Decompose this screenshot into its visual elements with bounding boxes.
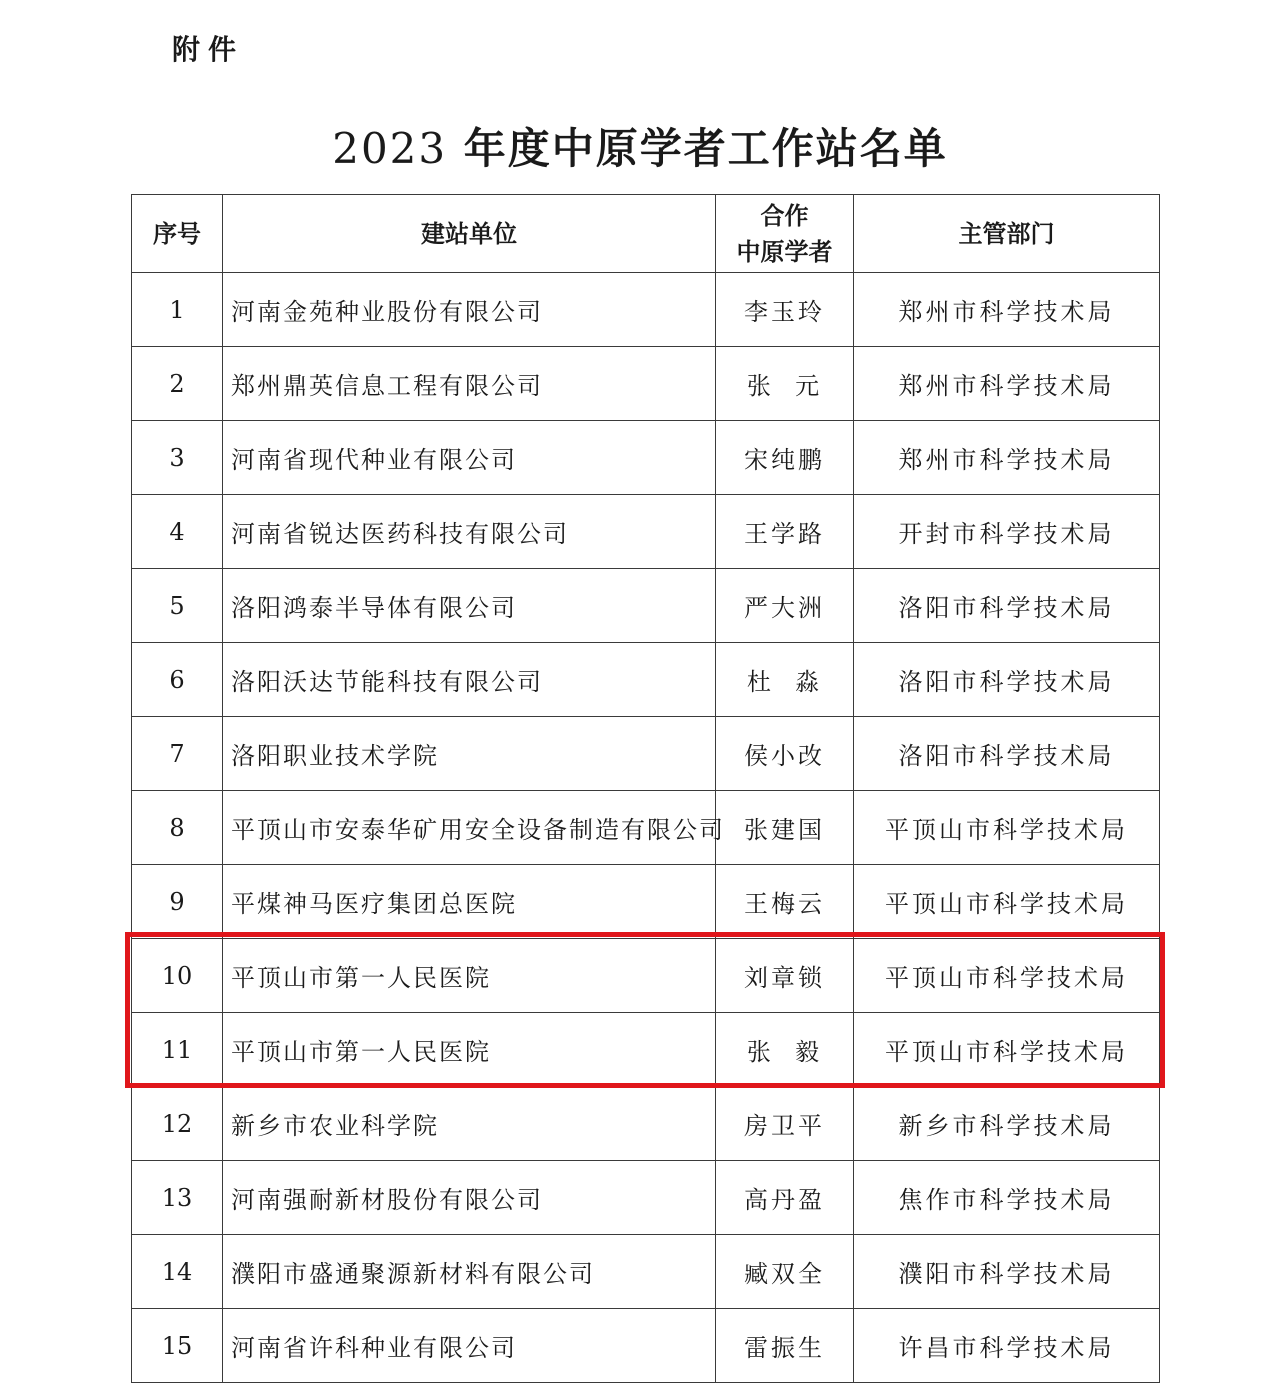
table-row: [132, 939, 1160, 1013]
row-seq: 2: [132, 347, 223, 421]
row-unit: 平顶山市第一人民医院: [223, 1013, 716, 1087]
row-seq: 9: [132, 865, 223, 939]
table-row: [132, 421, 1160, 495]
row-seq: 15: [132, 1309, 223, 1383]
row-unit: 郑州鼎英信息工程有限公司: [223, 347, 716, 421]
row-dept: 平顶山市科学技术局: [854, 865, 1160, 939]
station-table: [131, 194, 1160, 1383]
page-title: [0, 116, 1280, 176]
row-seq: 3: [132, 421, 223, 495]
row-dept: 洛阳市科学技术局: [854, 643, 1160, 717]
row-dept: 许昌市科学技术局: [854, 1309, 1160, 1383]
table-row: [132, 1087, 1160, 1161]
row-seq: 5: [132, 569, 223, 643]
row-dept: 郑州市科学技术局: [854, 421, 1160, 495]
table-row: [132, 569, 1160, 643]
row-scholar: 臧双全: [716, 1235, 854, 1309]
table-row: [132, 347, 1160, 421]
row-unit: 平顶山市第一人民医院: [223, 939, 716, 1013]
table-row: [132, 273, 1160, 347]
table-row: [132, 1309, 1160, 1383]
row-dept: 平顶山市科学技术局: [854, 791, 1160, 865]
row-unit: 河南省现代种业有限公司: [223, 421, 716, 495]
row-scholar: 雷振生: [716, 1309, 854, 1383]
row-scholar: 房卫平: [716, 1087, 854, 1161]
table-row: [132, 495, 1160, 569]
table-row: [132, 1013, 1160, 1087]
attachment-label: 附件: [172, 33, 245, 66]
row-unit: 洛阳职业技术学院: [223, 717, 716, 791]
table-row: [132, 643, 1160, 717]
table-row: [132, 717, 1160, 791]
row-dept: 濮阳市科学技术局: [854, 1235, 1160, 1309]
row-seq: 11: [132, 1013, 223, 1087]
row-seq: 13: [132, 1161, 223, 1235]
row-unit: 洛阳鸿泰半导体有限公司: [223, 569, 716, 643]
title-text: 年度中原学者工作站名单: [463, 124, 948, 173]
row-scholar: 杜 淼: [716, 643, 854, 717]
table-row: [132, 1235, 1160, 1309]
row-scholar: 王梅云: [716, 865, 854, 939]
row-unit: 洛阳沃达节能科技有限公司: [223, 643, 716, 717]
row-seq: 1: [132, 273, 223, 347]
row-dept: 平顶山市科学技术局: [854, 1013, 1160, 1087]
row-unit: 新乡市农业科学院: [223, 1087, 716, 1161]
row-seq: 12: [132, 1087, 223, 1161]
row-dept: 洛阳市科学技术局: [854, 717, 1160, 791]
row-dept: 焦作市科学技术局: [854, 1161, 1160, 1235]
row-unit: 河南省锐达医药科技有限公司: [223, 495, 716, 569]
row-unit: 平顶山市安泰华矿用安全设备制造有限公司: [223, 791, 716, 865]
title-year: 2023: [332, 124, 448, 173]
table-header-row: [132, 195, 1160, 273]
header-unit: 建站单位: [223, 195, 716, 273]
row-scholar: 李玉玲: [716, 273, 854, 347]
row-scholar: 刘章锁: [716, 939, 854, 1013]
table-row: [132, 1161, 1160, 1235]
table-row: [132, 791, 1160, 865]
row-dept: 开封市科学技术局: [854, 495, 1160, 569]
row-seq: 7: [132, 717, 223, 791]
row-scholar: 严大洲: [716, 569, 854, 643]
row-unit: 河南省许科种业有限公司: [223, 1309, 716, 1383]
row-dept: 新乡市科学技术局: [854, 1087, 1160, 1161]
header-dept: 主管部门: [854, 195, 1160, 273]
row-dept: 平顶山市科学技术局: [854, 939, 1160, 1013]
row-seq: 14: [132, 1235, 223, 1309]
row-scholar: 高丹盈: [716, 1161, 854, 1235]
row-dept: 郑州市科学技术局: [854, 273, 1160, 347]
header-scholar-line2: 中原学者: [736, 237, 833, 266]
row-unit: 河南强耐新材股份有限公司: [223, 1161, 716, 1235]
row-unit: 河南金苑种业股份有限公司: [223, 273, 716, 347]
header-scholar: [716, 195, 854, 273]
row-seq: 6: [132, 643, 223, 717]
row-seq: 4: [132, 495, 223, 569]
row-seq: 8: [132, 791, 223, 865]
row-scholar: 侯小改: [716, 717, 854, 791]
row-unit: 平煤神马医疗集团总医院: [223, 865, 716, 939]
header-seq: 序号: [132, 195, 223, 273]
row-scholar: 宋纯鹏: [716, 421, 854, 495]
row-scholar: 张 元: [716, 347, 854, 421]
row-scholar: 张建国: [716, 791, 854, 865]
table-row: [132, 865, 1160, 939]
row-dept: 洛阳市科学技术局: [854, 569, 1160, 643]
row-scholar: 王学路: [716, 495, 854, 569]
row-unit: 濮阳市盛通聚源新材料有限公司: [223, 1235, 716, 1309]
row-scholar: 张 毅: [716, 1013, 854, 1087]
row-dept: 郑州市科学技术局: [854, 347, 1160, 421]
row-seq: 10: [132, 939, 223, 1013]
header-scholar-line1: 合作: [760, 201, 809, 230]
